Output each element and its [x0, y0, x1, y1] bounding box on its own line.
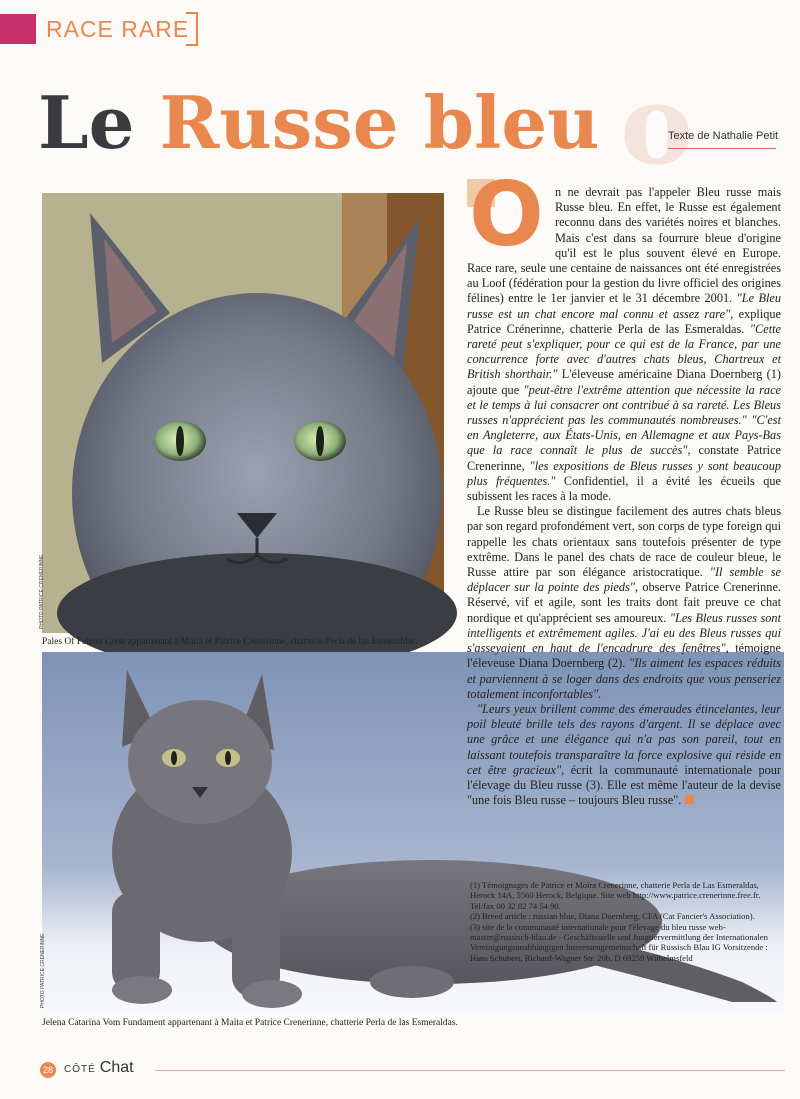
photo-caption-2: Jelena Catarina Vom Fundament appartenant à Maïta et Patrice Crenerinne, chatterie Perla de las Esmeraldas.: [42, 1018, 458, 1028]
paragraph-3: [467, 702, 781, 808]
footer-rule: [155, 1070, 785, 1071]
paragraph-2: [467, 504, 781, 702]
byline: Texte de Nathalie Petit: [668, 130, 779, 142]
quote-7: "Ils aiment les espaces réduits et parviennent à se loger dans des endroits que vous penseriez totalement inconfortables".: [467, 656, 781, 701]
quote-1: "Le Bleu russe est un chat encore mal connu et assez rare": [467, 291, 781, 321]
footnote-3: (3) site de la communauté internationale pour l'élevage du bleu russe web-master@russisch-blau.de - Geschäftsstelle und Jungtiervermittlung der Internationalen Vereinigungsunabhängigen Interessengemeinschaft für Russisch Blau IG Vorsitzende : Hans Schubert, Richard-Wagner Str. 20b, D 69259 Wilhelmsfeld: [470, 921, 768, 963]
photo-credit-2: PHOTO PATRICE CRENERINNE: [40, 933, 46, 1008]
paragraph-2-text: Le Russe bleu se distingue facilement des autres chats bleus par son regard profondément vert, son corps de type foreign qui rappelle les chats orientaux sans toutefois présenter de type extrême. Dans le panel des chats de race de couleur bleue, le Russe attire par son élégance aristocratique.: [467, 504, 781, 580]
quote-5: "Il semble se déplacer sur la pointe des pieds": [467, 565, 781, 595]
title-word-le: Le: [38, 80, 135, 165]
article-title: [38, 78, 600, 168]
quote-6: "Les Bleus russes sont intelligents et extrêmement agiles. J'ai eu des Bleus russes qui s'asseyaient en haut de l'encadrure des fenêtres": [467, 610, 781, 656]
footnote-2: (2) Breed article : russian blue, Diana Doernberg, CFA (Cat Fancier's Association).: [470, 911, 755, 922]
quote-3: "peut-être l'extrême attention que nécessite la race et le temps à lui consacrer ont contribué à sa rareté. Les Bleus russes n'apprécient pas les communautés nombreuses." "C'est en Angleterre, aux États-Unis, en Allemagne et aux Pays-Bas que la race connaît le plus de succès": [467, 382, 781, 458]
title-word-russe-bleu: Russe bleu: [159, 80, 600, 165]
background-letter-decoration: o: [620, 60, 694, 189]
paragraph-1-text-d: , constate Patrice Crenerinne,: [467, 443, 782, 473]
photo-credit-1: PHOTO PATRICE CRENERINNE: [39, 554, 45, 629]
photo-cat-portrait: [39, 193, 444, 633]
cat-portrait-illustration: [42, 193, 444, 633]
dropcap-letter: O: [469, 163, 544, 266]
brand-cote: CÔTÉ: [64, 1064, 96, 1075]
section-color-bar: [0, 14, 36, 44]
paragraph-1: [467, 163, 782, 504]
page-number: 28: [40, 1062, 56, 1078]
paragraph-1-text-c: L'éleveuse américaine Diana Doernberg (1) ajoute que: [467, 367, 782, 397]
quote-2: "Cette rareté peut s'expliquer, pour ce qui est de la France, par une concurrence forte avec d'autres chats bleus, Chartreux et British shorthair.": [467, 321, 781, 382]
section-bracket: [186, 12, 198, 46]
paragraph-1-text-b: , explique Patrice Crénerinne, chatterie Perla de las Esmeraldas.: [467, 306, 781, 336]
byline-rule: [668, 148, 776, 149]
footnotes: [470, 880, 770, 963]
brand-chat: Chat: [99, 1059, 134, 1076]
magazine-brand: [64, 1058, 134, 1080]
paragraph-2-text-c: , témoigne l'éleveuse Diana Doernberg (2).: [467, 641, 781, 671]
footnote-1: (1) Témoignages de Patrice et Moïra Crenerinne, chatterie Perla de Las Esmeraldas, Herock 14A, 5560 Herock, Belgique. Site web http://www.patrice.crenerinne.free.fr. Tel/fax 00 32 82 74 54 90.: [470, 880, 761, 911]
dropcap-container: [467, 163, 549, 266]
photo-caption-1: Pales Of Falcon Crest appartenant à Maïta et Patrice Crenerinne, chatterie Perla de las Esmeraldas.: [42, 637, 418, 647]
article-body: [467, 163, 782, 808]
paragraph-2-text-b: , observe Patrice Crenerinne. Réservé, vif et agile, sont les traits dont fait preuve ce chat nordique et qu'apprécient ses amoureux.: [467, 580, 781, 625]
paragraph-1-text-e: Confidentiel, il a évité les écueils que subissent les races à la mode.: [467, 473, 781, 504]
quote-8: "Leurs yeux brillent comme des émeraudes étincelantes, leur poil bleuté brille tels des rayons d'argent. Il se déplace avec une grâce et une élégance qui n'a pas son pareil, tout en laissant toutefois transparaître la force explosive qui réside en cet être gracieux": [467, 701, 781, 777]
paragraph-3-text: , écrit la communauté internationale pour l'élevage du Bleu russe (3). Elle est même l'auteur de la devise "une fois Bleu russe – toujours Bleu russe".: [467, 762, 781, 808]
section-label: RACE RARE: [46, 16, 190, 42]
end-mark: [685, 795, 694, 804]
paragraph-1-text: n ne devrait pas l'appeler Bleu russe mais Russe bleu. En effet, le Russe est également reconnu dans des variétés noires et blanches. Mais c'est dans sa fourrure bleue d'origine qu'il est le plus souvent élevé en Europe. Race rare, seule une centaine de naissances ont été enregistrées au Loof (fédération pour la gestion du livre officiel des origines félines) entre le 1er janvier et le 31 décembre 2001.: [467, 185, 781, 306]
quote-4: "les expositions de Bleus russes y sont beaucoup plus fréquentes.": [467, 458, 781, 488]
